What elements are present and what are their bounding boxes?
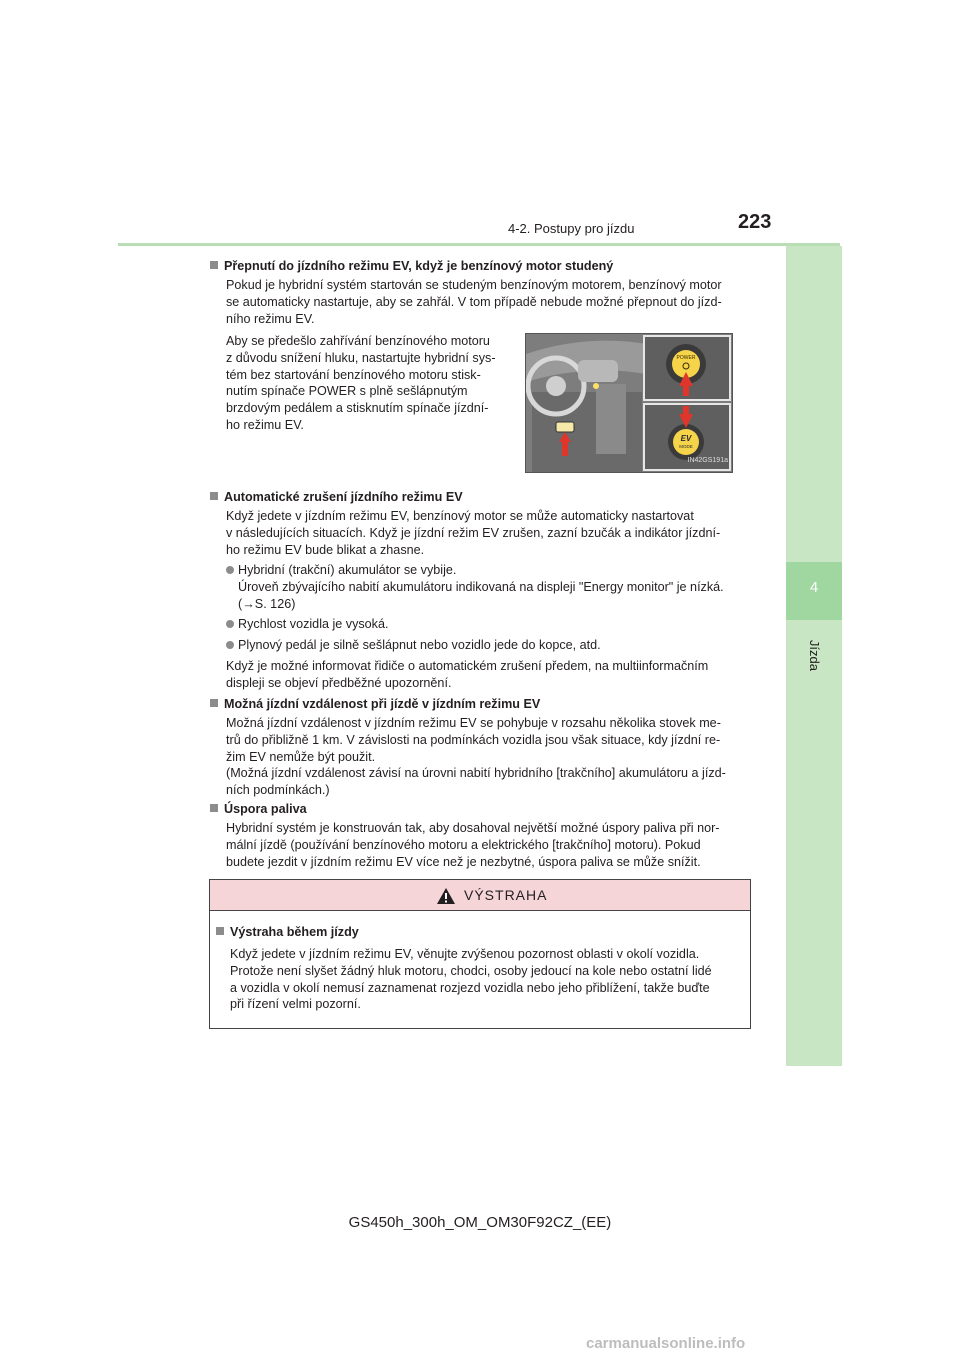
heading-ev-cold [210,258,613,275]
figure-code: IN42GS191a [687,457,728,465]
page-number: 223 [738,211,772,233]
page-reference: (→S. 126) [238,596,296,611]
list-item [226,616,746,633]
chapter-label: Jízda [807,639,823,671]
round-bullet-icon [226,566,234,574]
heading-range [210,696,540,713]
list-item-detail [238,579,746,613]
text-line: ních podmínkách.) [226,783,330,798]
warning-header [210,880,750,911]
square-bullet-icon [216,927,224,935]
heading-text: Možná jízdní vzdálenost při jízdě v jízdním režimu EV [224,697,541,711]
text-line: se automaticky nastartuje, aby se zahřál. V tom případě nebude možné přepnout do jízd- [226,294,722,309]
text-line: Protože není slyšet žádný hluk motoru, chodci, osoby jedoucí na kole nebo ostatní lidé [230,963,712,978]
text-line: z důvodu snížení hluku, nastartujte hybridní sys- [226,350,496,365]
power-button-label: POWER [676,355,696,361]
paragraph-ev-cold-side [226,333,508,434]
list-item-text: Rychlost vozidla je vysoká. [238,617,389,631]
paragraph-ev-cold [226,277,744,327]
text-line: Pokud je hybridní systém startován se studeným benzínovým motorem, benzínový motor [226,278,722,292]
round-bullet-icon [226,641,234,649]
text-line: ního režimu EV. [226,311,315,326]
chapter-label-wrap [786,625,842,685]
heading-economy [210,801,307,818]
text-line: ho režimu EV. [226,417,304,432]
text-line: Aby se předešlo zahřívání benzínového motoru [226,334,490,348]
paragraph-economy [226,820,744,870]
text-line: Úroveň zbývajícího nabití akumulátoru indikovaná na displeji "Energy monitor" je nízká. [238,580,724,594]
text-line: Možná jízdní vzdálenost v jízdním režimu EV se pohybuje v rozsahu několika stovek me- [226,716,721,730]
warning-text [230,946,740,1013]
heading-text: Výstraha během jízdy [230,925,359,939]
paragraph-auto-cancel [226,508,744,558]
warning-box [209,879,751,1029]
text-line: Když je možné informovat řidiče o automatickém zrušení předem, na multiinformačním [226,659,709,673]
text-line: v následujících situacích. Když je jízdní režim EV zrušen, zazní bzučák a indikátor jízdní- [226,525,721,540]
paragraph-auto-cancel-note [226,658,744,692]
dashboard-illustration [526,334,732,472]
document-code: GS450h_300h_OM_OM30F92CZ_(EE) [348,1214,612,1231]
text-line: (Možná jízdní vzdálenost závisí na úrovni nabití hybridního [trakčního] akumulátoru a jízd- [226,766,726,781]
warning-triangle-icon [436,887,456,905]
heading-text: Automatické zrušení jízdního režimu EV [224,490,463,504]
text-line: a vozidla v okolí nemusí zaznamenat rozjezd vozidla nebo jeho přiblížení, takže buďte [230,980,710,995]
list-item-text: Plynový pedál je silně sešlápnut nebo vozidlo jede do kopce, atd. [238,638,601,652]
square-bullet-icon [210,804,218,812]
list-item [226,637,746,654]
header-divider [118,243,840,246]
text-line: Hybridní systém je konstruován tak, aby dosahoval největší možné úspory paliva při nor- [226,821,720,835]
text-line: displeji se objeví předběžné upozornění. [226,675,452,690]
paragraph-range [226,715,744,799]
warning-title: VÝSTRAHA [464,887,548,903]
warning-subtitle [216,924,359,941]
round-bullet-icon [226,620,234,628]
section-title: 4-2. Postupy pro jízdu [508,221,635,236]
ev-mode-label: MODE [679,444,693,449]
square-bullet-icon [210,261,218,269]
watermark: carmanualsonline.info [586,1335,746,1352]
heading-auto-cancel [210,489,463,506]
text-line: při řízení velmi pozorní. [230,997,361,1012]
text-line: žim EV nemůže být použit. [226,749,376,764]
square-bullet-icon [210,492,218,500]
text-line: nutím spínače POWER s plně sešlápnutým [226,384,468,399]
heading-text: Úspora paliva [224,802,307,816]
text-line: ho režimu EV bude blikat a zhasne. [226,542,425,557]
dashboard-figure [525,333,733,473]
text-line: mální jízdě (používání benzínového motoru a elektrického [trakčního] motoru). Pokud [226,837,701,852]
text-line: Když jedete v jízdním režimu EV, věnujte zvýšenou pozornost oblasti v okolí vozidla. [230,947,700,961]
text-line: Když jedete v jízdním režimu EV, benzínový motor se může automaticky nastartovat [226,509,694,523]
text-line: budete jezdit v jízdním režimu EV více než je nezbytné, úspora paliva se může snížit. [226,854,701,869]
heading-text: Přepnutí do jízdního režimu EV, když je benzínový motor studený [224,259,614,273]
ev-button-label: EV [680,434,692,443]
text-line: tém bez startování benzínového motoru stisk- [226,367,481,382]
text-line: trů do přibližně 1 km. V závislosti na podmínkách vozidla jsou však situace, kdy jízdní re- [226,732,721,747]
list-item-text: Hybridní (trakční) akumulátor se vybije. [238,563,457,577]
text-line: brzdovým pedálem a stisknutím spínače jízdní- [226,401,489,416]
chapter-number: 4 [809,579,819,596]
list-item [226,562,746,579]
square-bullet-icon [210,699,218,707]
